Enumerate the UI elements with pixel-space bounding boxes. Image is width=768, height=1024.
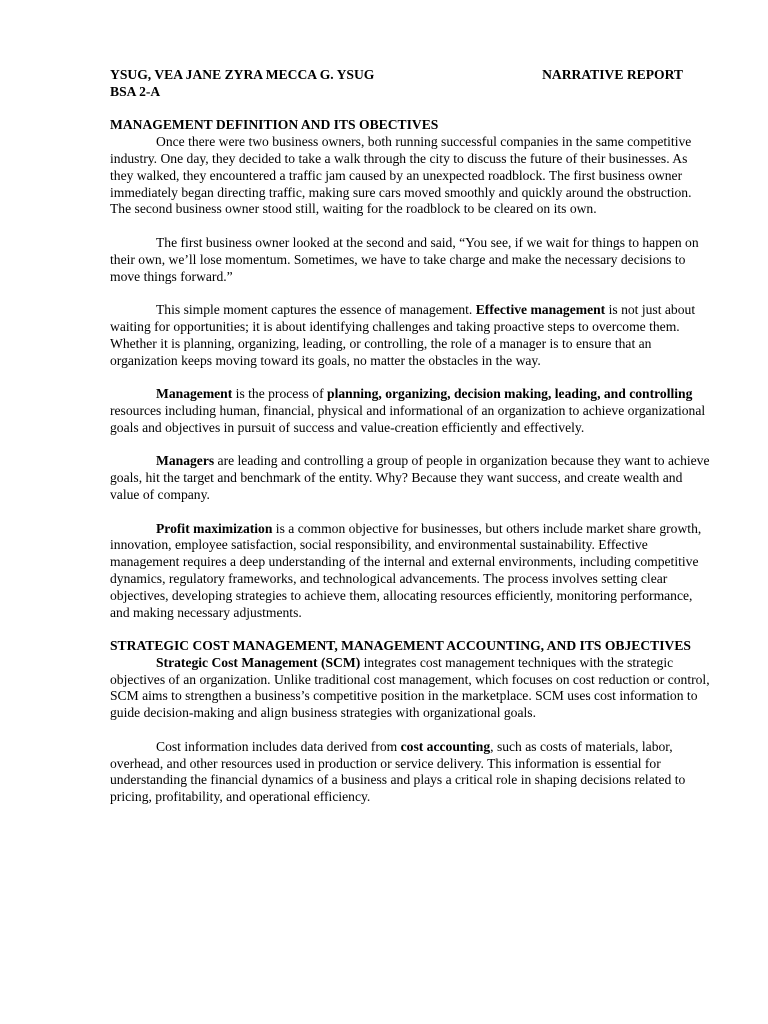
class-section: BSA 2-A bbox=[110, 83, 161, 99]
paragraph: Cost information includes data derived from cost accounting, such as costs of materials, labor, overhead, and other resources used in production or service delivery. This information is essential for understanding the financial dynamics of a business and plays a critical role in shaping decisions related to pricing, profitability, and operational efficiency. bbox=[110, 738, 686, 805]
author-name: YSUG, VEA JANE ZYRA MECCA G. YSUG bbox=[110, 67, 375, 82]
paragraph: Once there were two business owners, both running successful companies in the same competitive industry. One day, they decided to take a walk through the city to discuss the future of their businesses. As they walked, they encountered a traffic jam caused by an unexpected roadblock. The first business owner immediately began directing traffic, making sure cars moved smoothly and quickly around the obstruction. The second business owner stood still, waiting for the roadblock to be cleared on its own. bbox=[110, 134, 692, 217]
paragraph: Profit maximization is a common objective for businesses, but others include market share growth, innovation, employee satisfaction, social responsibility, and environmental sustainability. Effective management requires a deep understanding of the internal and external environments, including competitive dynamics, regulatory frameworks, and technological advancements. The process involves setting clear objectives, developing strategies to achieve them, allocating resources efficiently, monitoring performance, and making necessary adjustments. bbox=[110, 520, 702, 620]
paragraph: Management is the process of planning, organizing, decision making, leading, and controlling resources including human, financial, physical and informational of an organization to achieve organizational goals and objectives in pursuit of success and value-creation efficiently and effectively. bbox=[110, 386, 706, 435]
paragraph: Strategic Cost Management (SCM) integrates cost management techniques with the strategic objectives of an organization. Unlike traditional cost management, which focuses on cost reduction or control, SCM aims to strengthen a business’s competitive position in the marketplace. SCM uses cost information to guide decision-making and align business strategies with organizational goals. bbox=[110, 654, 710, 721]
paragraph: The first business owner looked at the second and said, “You see, if we wait for things to happen on their own, we’ll lose momentum. Sometimes, we have to take charge and make the necessary decisions to move things forward.” bbox=[110, 234, 699, 284]
section-heading-scm: STRATEGIC COST MANAGEMENT, MANAGEMENT ACCOUNTING, AND ITS OBJECTIVES bbox=[110, 638, 691, 654]
section-heading-management: MANAGEMENT DEFINITION AND ITS OBECTIVES bbox=[110, 117, 439, 133]
paragraph: Managers are leading and controlling a group of people in organization because they want to achieve goals, hit the target and benchmark of the entity. Why? Because they want success, and create wealth and value of company. bbox=[110, 453, 710, 502]
report-type: NARRATIVE REPORT bbox=[542, 67, 683, 82]
paragraph: This simple moment captures the essence of management. Effective management is not just about waiting for opportunities; it is about identifying challenges and taking proactive steps to overcome them. Whether it is planning, organizing, leading, or controlling, the role of a manager is to ensure that an organization keeps moving toward its goals, no matter the obstacles in the way. bbox=[110, 302, 696, 368]
header-row bbox=[110, 67, 711, 84]
